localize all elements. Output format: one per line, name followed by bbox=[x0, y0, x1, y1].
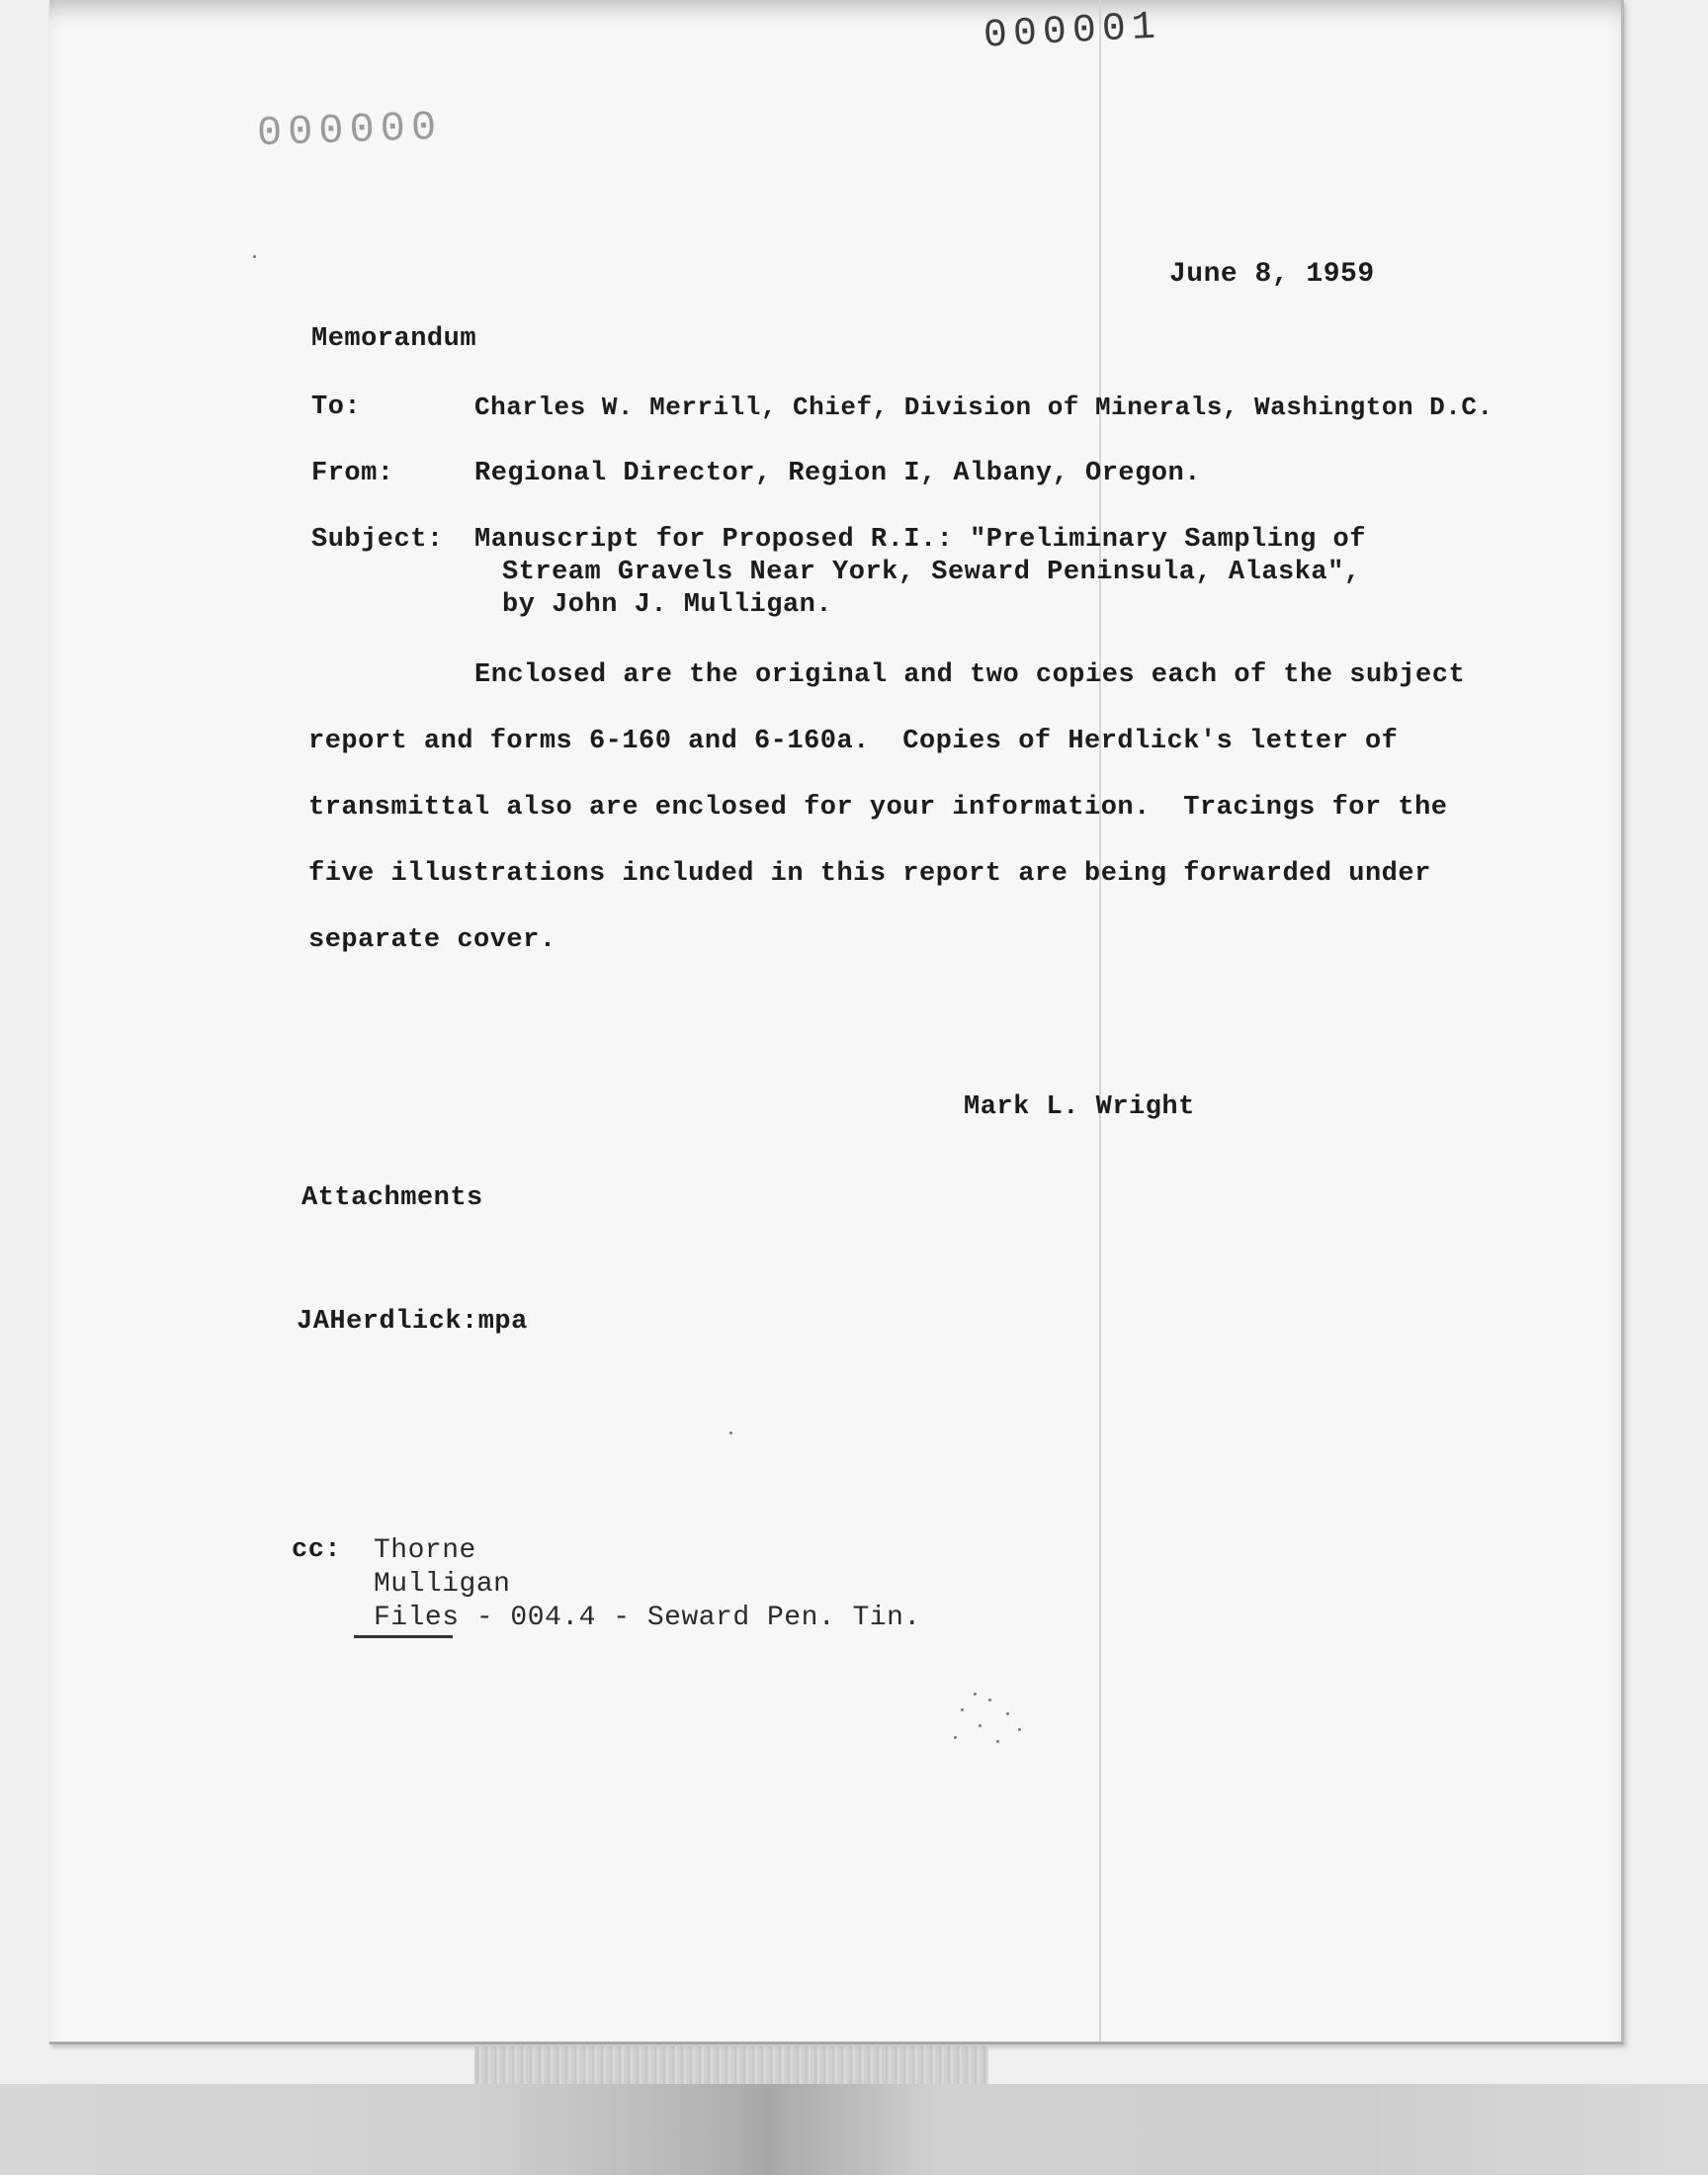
subject-line: Stream Gravels Near York, Seward Peninsula, Alaska", bbox=[502, 558, 1361, 587]
subject-line: by John J. Mulligan. bbox=[502, 590, 833, 620]
page-number-stamp: 000001 bbox=[982, 5, 1163, 59]
subject-label: Subject: bbox=[311, 525, 444, 555]
body-line: separate cover. bbox=[308, 925, 556, 955]
to-label: To: bbox=[311, 392, 362, 422]
page-fold-line bbox=[1099, 0, 1101, 2042]
subject-line: Manuscript for Proposed R.I.: "Preliminary Sampling of bbox=[474, 525, 1366, 555]
body-line: Enclosed are the original and two copies each of the subject bbox=[474, 660, 1466, 690]
attachments-note: Attachments bbox=[301, 1183, 483, 1213]
body-line: report and forms 6-160 and 6-160a. Copies of Herdlick's letter of bbox=[308, 727, 1399, 756]
scanner-artifact bbox=[474, 2046, 988, 2086]
cc-recipient: Mulligan bbox=[374, 1569, 511, 1600]
faded-page-number-stamp: 000000 bbox=[256, 103, 444, 158]
signature-name: Mark L. Wright bbox=[964, 1092, 1195, 1122]
scanner-edge-strip bbox=[0, 2084, 1708, 2175]
cc-recipient: Thorne bbox=[374, 1535, 476, 1566]
body-line: five illustrations included in this report are being forwarded under bbox=[308, 859, 1431, 889]
reference-initials: JAHerdlick:mpa bbox=[297, 1307, 528, 1337]
memo-page bbox=[49, 0, 1624, 2044]
body-line: transmittal also are enclosed for your information. Tracings for the bbox=[308, 793, 1448, 823]
memo-heading: Memorandum bbox=[311, 324, 477, 354]
cc-recipient: Files - 004.4 - Seward Pen. Tin. bbox=[374, 1603, 921, 1633]
memo-date: June 8, 1959 bbox=[1169, 259, 1375, 290]
from-value: Regional Director, Region I, Albany, Oregon. bbox=[474, 459, 1201, 488]
to-value: Charles W. Merrill, Chief, Division of Minerals, Washington D.C. bbox=[474, 392, 1494, 422]
from-label: From: bbox=[311, 459, 394, 488]
cc-label: cc: bbox=[292, 1535, 342, 1565]
underline-mark bbox=[354, 1635, 453, 1638]
